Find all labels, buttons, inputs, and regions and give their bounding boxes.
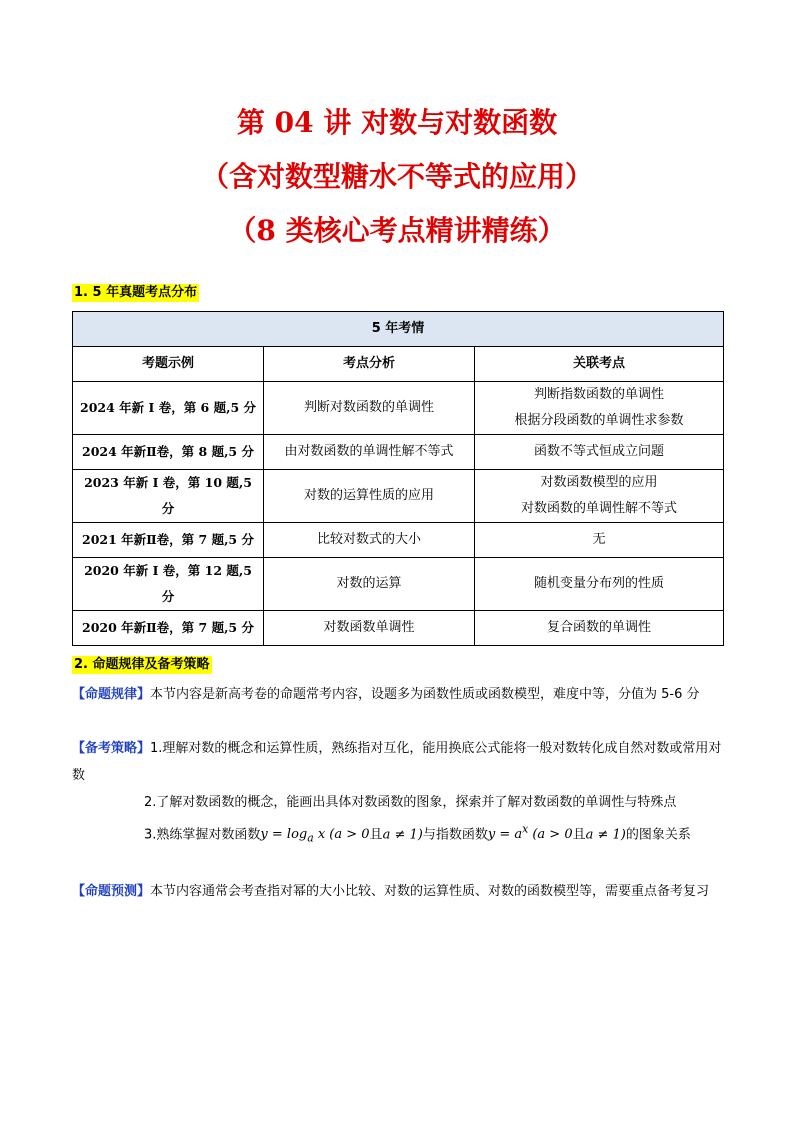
related-cell: 随机变量分布列的性质: [475, 558, 724, 611]
strategy-3-post-text: 的图象关系: [625, 827, 691, 843]
title-line-1: 第 04 讲 对数与对数函数: [236, 106, 558, 139]
table-row: [73, 435, 724, 470]
analysis-cell: 对数的运算性质的应用: [264, 470, 475, 523]
condition-formula: a ≠ 1): [382, 827, 423, 843]
exp-formula: $y = a^x$ (a > 0: [487, 823, 573, 843]
analysis-cell: 比较对数式的大小: [264, 523, 475, 558]
forecast-text: 本节内容通常会考查指对幂的大小比较、对数的运算性质、对数的函数模型等，需要重点备考复习: [150, 884, 710, 899]
analysis-cell: 对数函数单调性: [264, 611, 475, 646]
exam-cell: 2024 年新Ⅱ卷，第 8 题,5 分: [73, 435, 264, 470]
strategy-3-text: 3.熟练掌握对数函数: [144, 827, 261, 843]
related-cell: [475, 382, 724, 435]
forecast-paragraph: [72, 878, 723, 905]
exam-cell: 2020 年新Ⅱ卷，第 7 题,5 分: [73, 611, 264, 646]
and-text: 且: [369, 827, 383, 843]
table-header-row: [73, 347, 724, 382]
exam-distribution-table: [72, 311, 724, 646]
strategy-tag: 【备考策略】: [72, 741, 151, 756]
forecast-tag: 【命题预测】: [72, 884, 151, 899]
log-formula: $y = \log_a x$ (a > 0: [260, 827, 370, 845]
strategy-item-3: [72, 816, 723, 852]
column-header-related: 关联考点: [475, 347, 724, 382]
exam-cell: 2020 年新 I 卷，第 12 题,5 分: [73, 558, 264, 611]
table-caption: 5 年考情: [73, 312, 724, 347]
rule-tag: 【命题规律】: [72, 687, 151, 702]
section-heading-strategy: 2. 命题规律及备考策略: [74, 657, 210, 672]
related-cell: 无: [475, 523, 724, 558]
related-line: 判断指数函数的单调性: [534, 387, 665, 402]
title-line-3: （8 类核心考点精讲精练）: [228, 214, 566, 247]
strategy-3-mid-text: 与指数函数: [422, 827, 488, 843]
exam-cell: 2021 年新Ⅱ卷，第 7 题,5 分: [73, 523, 264, 558]
table-row: [73, 611, 724, 646]
document-title: [0, 96, 794, 258]
related-line: 根据分段函数的单调性求参数: [514, 413, 684, 428]
column-header-analysis: 考点分析: [264, 347, 475, 382]
exam-cell: 2023 年新 I 卷，第 10 题,5 分: [73, 470, 264, 523]
strategy-item-2: 2.了解对数函数的概念，能画出具体对数函数的图象，探索并了解对数函数的单调性与特殊点: [144, 795, 677, 810]
analysis-cell: 对数的运算: [264, 558, 475, 611]
analysis-cell: 判断对数函数的单调性: [264, 382, 475, 435]
table-row: [73, 523, 724, 558]
table-row: [73, 558, 724, 611]
table-caption-row: [73, 312, 724, 347]
related-line: 对数函数的单调性解不等式: [521, 501, 678, 516]
related-cell: [475, 470, 724, 523]
section-heading-exam-distribution: 1. 5 年真题考点分布: [74, 285, 198, 300]
rule-text: 本节内容是新高考卷的命题常考内容，设题多为函数性质或函数模型，难度中等，分值为 5-6 分: [150, 687, 700, 702]
title-line-2: （含对数型糖水不等式的应用）: [200, 160, 593, 193]
related-cell: 复合函数的单调性: [475, 611, 724, 646]
strategy-item-1: 1.理解对数的概念和运算性质，熟练指对互化，能用换底公式能将一般对数转化成自然对数或常用对数: [72, 741, 722, 783]
condition-formula: a ≠ 1): [585, 827, 626, 843]
exam-cell: 2024 年新 I 卷，第 6 题,5 分: [73, 382, 264, 435]
table-row: [73, 382, 724, 435]
rule-paragraph: [72, 681, 723, 708]
strategy-paragraph: [72, 735, 723, 852]
related-line: 对数函数模型的应用: [540, 475, 658, 490]
related-cell: 函数不等式恒成立问题: [475, 435, 724, 470]
column-header-exam: 考题示例: [73, 347, 264, 382]
and-text: 且: [572, 827, 586, 843]
table-row: [73, 470, 724, 523]
analysis-cell: 由对数函数的单调性解不等式: [264, 435, 475, 470]
